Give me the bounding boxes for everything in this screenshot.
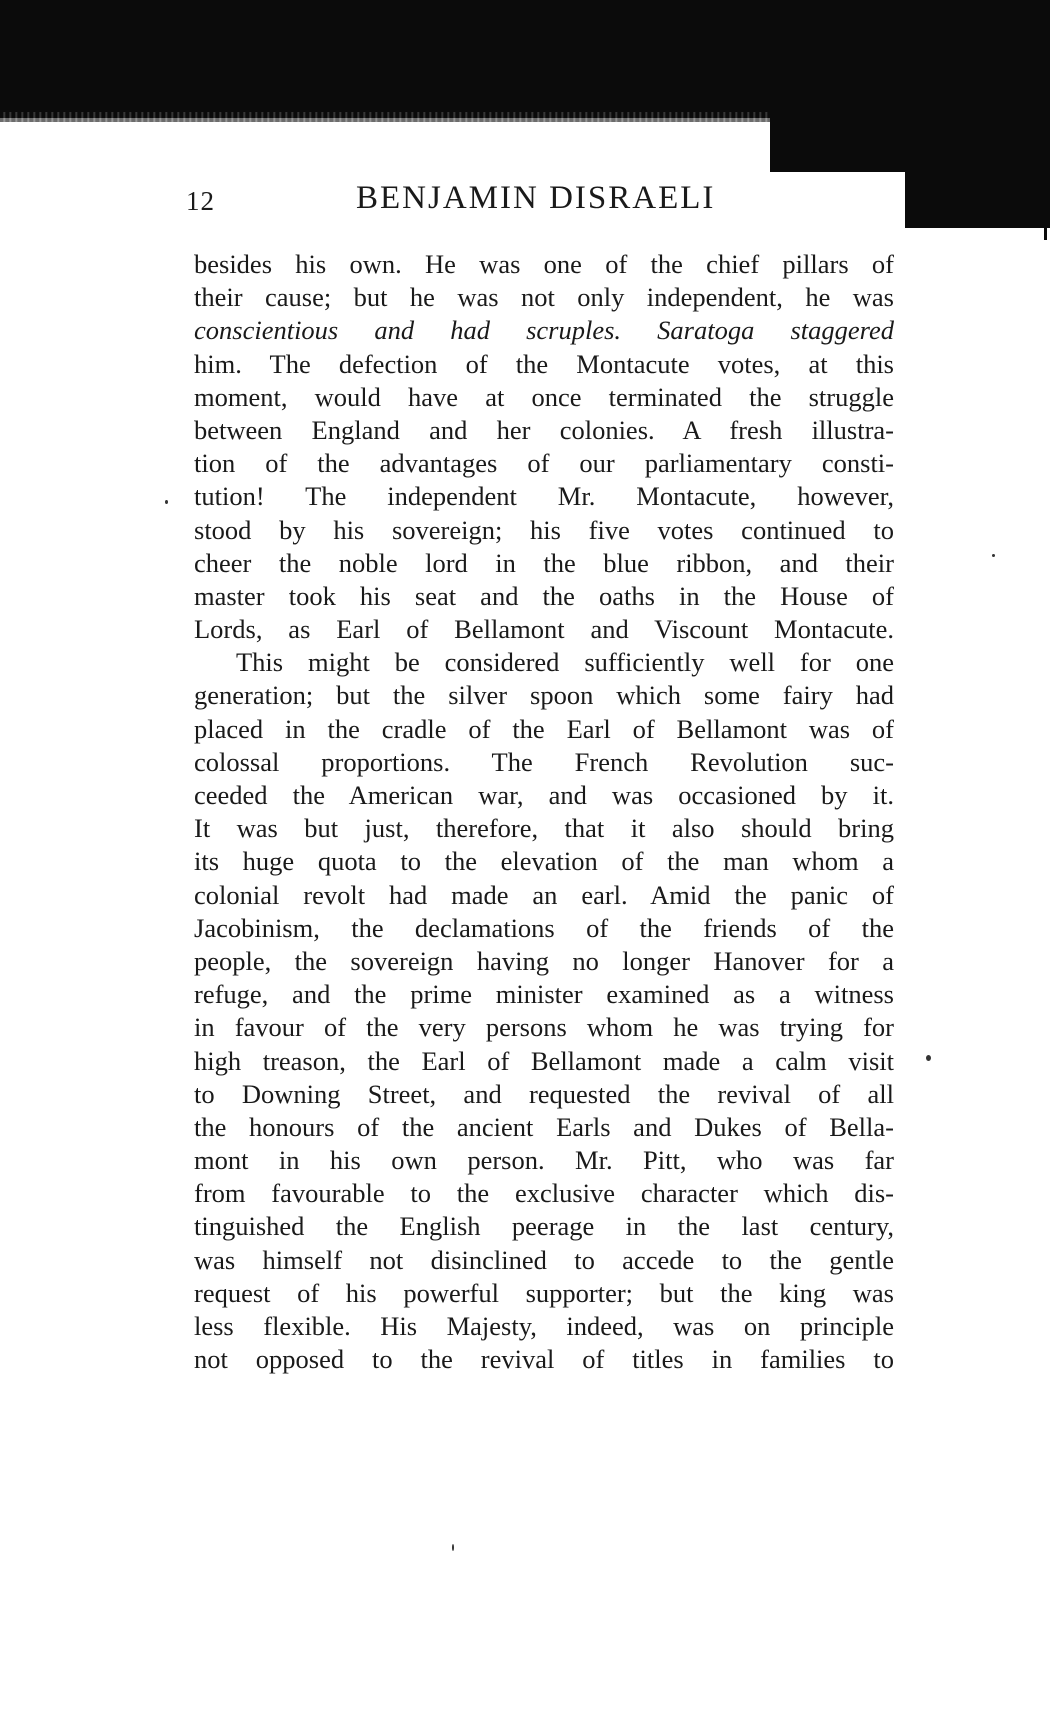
- scan-dark-corner: [905, 100, 1050, 228]
- text-line: besides his own. He was one of the chief pillars of: [194, 249, 894, 279]
- text-line: their cause; but he was not only independent, he was: [194, 282, 894, 313]
- text-line: in favour of the very persons whom he was trying for: [194, 1012, 894, 1043]
- text-line: the honours of the ancient Earls and Dukes of Bella-: [194, 1111, 894, 1142]
- text-line: Jacobinism, the declamations of the friends of the: [194, 912, 894, 943]
- text-line: to Downing Street, and requested the revival of all: [194, 1078, 894, 1109]
- text-line: high treason, the Earl of Bellamont made a calm visit: [194, 1045, 894, 1076]
- text-line: generation; but the silver spoon which some fairy had: [194, 680, 894, 711]
- text-line: tion of the advantages of our parliamentary consti-: [194, 448, 894, 479]
- text-line: Lords, as Earl of Bellamont and Viscount Montacute.: [194, 614, 894, 645]
- running-title: BENJAMIN DISRAELI: [356, 180, 716, 216]
- text-line: less flexible. His Majesty, indeed, was on principle: [194, 1311, 894, 1341]
- text-line: its huge quota to the elevation of the man whom a: [194, 846, 894, 877]
- text-line: It was but just, therefore, that it also should bring: [194, 813, 894, 844]
- text-line: colonial revolt had made an earl. Amid the panic of: [194, 879, 894, 910]
- running-head: [186, 180, 886, 230]
- scan-speck: [992, 554, 995, 557]
- text-line: colossal proportions. The French Revolution suc-: [194, 746, 894, 777]
- text-line: him. The defection of the Montacute votes, at this: [194, 348, 894, 379]
- text-line: tinguished the English peerage in the last century,: [194, 1211, 894, 1242]
- text-line: This might be considered sufficiently well for one: [236, 647, 894, 678]
- scan-speck: [452, 1544, 454, 1551]
- scan-corner-notch: [770, 110, 915, 172]
- text-line: ceeded the American war, and was occasioned by it.: [194, 780, 894, 810]
- text-line: refuge, and the prime minister examined as a witness: [194, 979, 894, 1010]
- text-line: conscientious and had scruples. Saratoga staggered: [194, 315, 894, 346]
- text-line: mont in his own person. Mr. Pitt, who was far: [194, 1145, 894, 1176]
- text-line: moment, would have at once terminated the struggle: [194, 381, 894, 412]
- scan-right-edge: [1044, 0, 1047, 240]
- text-line: tution! The independent Mr. Montacute, however,: [194, 481, 894, 512]
- text-line: stood by his sovereign; his five votes continued to: [194, 514, 894, 545]
- text-line: master took his seat and the oaths in the House of: [194, 580, 894, 611]
- text-line: people, the sovereign having no longer Hanover for a: [194, 945, 894, 976]
- scan-band-edge: [0, 112, 780, 122]
- text-line: was himself not disinclined to accede to the gentle: [194, 1244, 894, 1275]
- text-line: not opposed to the revival of titles in families to: [194, 1344, 894, 1375]
- scan-dark-band: [0, 0, 1050, 118]
- scan-speck: [926, 1055, 931, 1061]
- text-line: placed in the cradle of the Earl of Bellamont was of: [194, 713, 894, 744]
- page-number: 12: [186, 186, 215, 216]
- body-text: [194, 248, 894, 1376]
- scan-speck: [165, 500, 168, 504]
- text-line: between England and her colonies. A fresh illustra-: [194, 414, 894, 445]
- text-line: cheer the noble lord in the blue ribbon, and their: [194, 547, 894, 578]
- text-line: from favourable to the exclusive character which dis-: [194, 1178, 894, 1209]
- text-line: request of his powerful supporter; but the king was: [194, 1277, 894, 1308]
